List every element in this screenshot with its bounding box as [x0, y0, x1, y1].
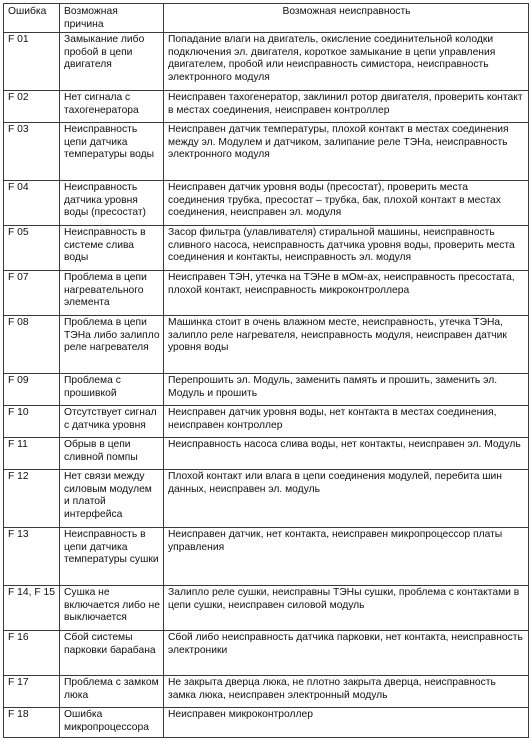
header-cause: Возможная причина [60, 4, 164, 33]
error-fault: Неисправен датчик температуры, плохой контакт в местах соединения между эл. Модулем и датчиком, залипание реле ТЭНа, неисправность электронного модуля [164, 123, 529, 181]
table-row [4, 676, 529, 708]
error-fault: Машинка стоит в очень влажном месте, неисправность, утечка ТЭНа, залипло реле нагревателя, неисправность модуля, неисправен датчик уровня воды [164, 316, 529, 374]
table-header [4, 4, 529, 33]
error-cause: Проблема с замком люка [60, 676, 164, 708]
error-cause: Неисправность цепи датчика температуры воды [60, 123, 164, 181]
error-cause: Нет связи между силовым модулем и платой интерфейса [60, 470, 164, 528]
error-code: F 11 [4, 438, 60, 470]
error-code: F 03 [4, 123, 60, 181]
table-row [4, 708, 529, 738]
error-code: F 05 [4, 226, 60, 271]
error-code: F 08 [4, 316, 60, 374]
error-code: F 02 [4, 91, 60, 123]
error-fault: Сбой либо неисправность датчика парковки, нет контакта, неисправность электроники [164, 631, 529, 676]
error-fault: Не закрыта дверца люка, не плотно закрыта дверца, неисправность замка люка, неисправен электронный модуль [164, 676, 529, 708]
table-row [4, 374, 529, 406]
error-code: F 09 [4, 374, 60, 406]
error-fault: Залипло реле сушки, неисправны ТЭНы сушки, проблема с контактами в цепи сушки, неисправен силовой модуль [164, 586, 529, 631]
error-cause: Замыкание либо пробой в цепи двигателя [60, 33, 164, 91]
error-code: F 07 [4, 271, 60, 316]
table-row [4, 226, 529, 271]
table-row [4, 271, 529, 316]
error-cause: Нет сигнала с тахогенератора [60, 91, 164, 123]
table-row [4, 181, 529, 226]
error-cause: Неисправность датчика уровня воды (пресостат) [60, 181, 164, 226]
table-row [4, 470, 529, 528]
error-code: F 04 [4, 181, 60, 226]
error-codes-table [3, 3, 529, 738]
error-cause: Ошибка микропроцессора [60, 708, 164, 738]
error-fault: Неисправен датчик уровня воды (пресостат), проверить места соединения трубка, пресостат – трубка, бак, плохой контакт в местах соединения, неисправен эл. модуля [164, 181, 529, 226]
table-row [4, 438, 529, 470]
table-row [4, 316, 529, 374]
error-fault: Попадание влаги на двигатель, окисление соединительной колодки подключения эл. двигателя, короткое замыкание в цепи управления двигателем, пробой или неисправность симистора, неисправность электронного модуля [164, 33, 529, 91]
table-row [4, 631, 529, 676]
table-row [4, 123, 529, 181]
error-fault: Неисправен датчик уровня воды, нет контакта в местах соединения, неисправен контроллер [164, 406, 529, 438]
error-code: F 12 [4, 470, 60, 528]
error-fault: Неисправен микроконтроллер [164, 708, 529, 738]
error-cause: Отсутствует сигнал с датчика уровня [60, 406, 164, 438]
error-code: F 14, F 15 [4, 586, 60, 631]
header-row [4, 4, 529, 33]
table-row [4, 528, 529, 586]
error-fault: Неисправность насоса слива воды, нет контакты, неисправен эл. Модуль [164, 438, 529, 470]
error-fault: Неисправен датчик, нет контакта, неисправен микропроцессор платы управления [164, 528, 529, 586]
error-cause: Неисправность в цепи датчика температуры сушки [60, 528, 164, 586]
error-code: F 10 [4, 406, 60, 438]
table-row [4, 406, 529, 438]
error-cause: Неисправность в системе слива воды [60, 226, 164, 271]
error-code: F 01 [4, 33, 60, 91]
table-row [4, 91, 529, 123]
error-cause: Проблема в цепи нагревательного элемента [60, 271, 164, 316]
error-fault: Плохой контакт или влага в цепи соединения модулей, перебита шин данных, неисправен эл. модуль [164, 470, 529, 528]
error-code: F 16 [4, 631, 60, 676]
error-cause: Проблема в цепи ТЭНа либо залипло реле нагревателя [60, 316, 164, 374]
error-cause: Сушка не включается либо не выключается [60, 586, 164, 631]
header-code: Ошибка [4, 4, 60, 33]
header-fault: Возможная неисправность [164, 4, 529, 33]
error-code: F 17 [4, 676, 60, 708]
error-fault: Неисправен ТЭН, утечка на ТЭНе в мОм-ах, неисправность пресостата, плохой контакт, неисправность микроконтроллера [164, 271, 529, 316]
table-row [4, 586, 529, 631]
table-body [4, 33, 529, 738]
error-fault: Неисправен тахогенератор, заклинил ротор двигателя, проверить контакт в местах соединения, неисправен контроллер [164, 91, 529, 123]
error-code: F 13 [4, 528, 60, 586]
table-row [4, 33, 529, 91]
error-fault: Перепрошить эл. Модуль, заменить память и прошить, заменить эл. Модуль и прошить [164, 374, 529, 406]
error-cause: Сбой системы парковки барабана [60, 631, 164, 676]
error-cause: Проблема с прошивкой [60, 374, 164, 406]
error-code: F 18 [4, 708, 60, 738]
error-fault: Засор фильтра (улавливателя) стиральной машины, неисправность сливного насоса, неисправность датчика уровня воды, проверить места соединения и контакты, неисправность эл. модуля [164, 226, 529, 271]
error-cause: Обрыв в цепи сливной помпы [60, 438, 164, 470]
